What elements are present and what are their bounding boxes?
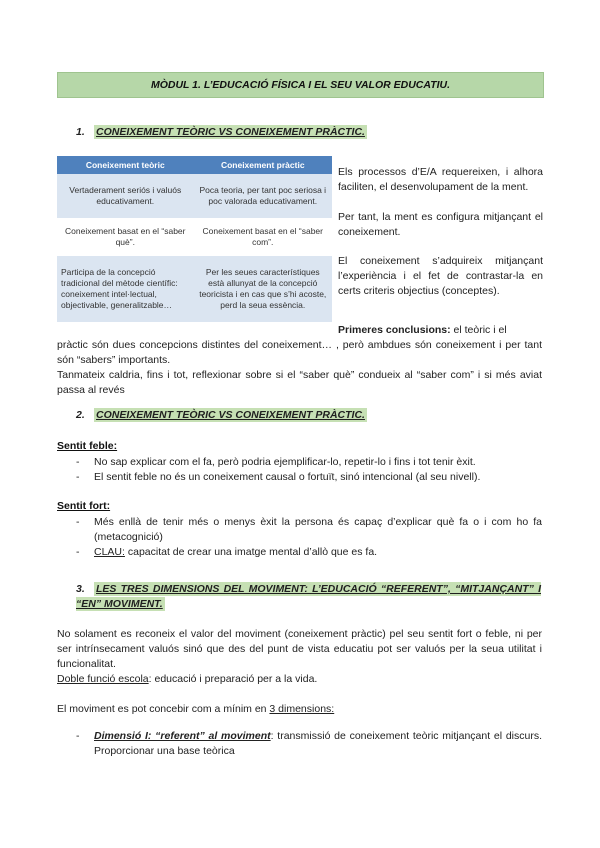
table-cell: Coneixement basat en el “saber què”. bbox=[57, 218, 194, 256]
conclusions-line: Primeres conclusions: el teòric i el bbox=[338, 324, 507, 336]
comparison-table bbox=[57, 156, 332, 322]
reflection-paragraph: Tanmateix caldria, fins i tot, reflexionar sobre si el “saber què” condueix al “saber com” i si més aviat passa al revés bbox=[57, 369, 542, 396]
key-label: CLAU: bbox=[94, 546, 125, 558]
section-3-heading: 3. LES TRES DIMENSIONS DEL MOVIMENT: L’EDUCACIÓ “REFERENT”, “MITJANÇANT” I “EN” MOVIMENT. bbox=[76, 583, 541, 610]
table-cell: Per les seues característiques està allunyat de la concepció teoricista i en cas que s’hi acoste, perd la seua essència. bbox=[194, 256, 332, 322]
table-header-row bbox=[57, 156, 332, 174]
conclusions-label: Primeres conclusions: bbox=[338, 324, 451, 336]
section-2-heading: 2. CONEIXEMENT TEÒRIC VS CONEIXEMENT PRÀCTIC. bbox=[76, 409, 365, 421]
dimension-1-label: Dimensió I: “referent” al moviment bbox=[94, 730, 271, 742]
section-1-heading: 1. CONEIXEMENT TEÒRIC VS CONEIXEMENT PRÀCTIC. bbox=[76, 126, 365, 138]
table-row bbox=[57, 256, 332, 322]
weak-sense-label: Sentit feble: bbox=[57, 440, 118, 452]
table-row bbox=[57, 174, 332, 218]
list-item: - No sap explicar com el fa, però podria ejemplificar-lo, repetir-lo i fins i tot tenir èxit. bbox=[76, 456, 476, 468]
strong-sense-label: Sentit fort: bbox=[57, 500, 111, 512]
side-paragraph: El coneixement s’adquireix mitjançant l’experiència i el fet de contrastar-la en certs criteris objectius (conceptes). bbox=[338, 255, 543, 297]
conclusions-paragraph: pràctic són dues concepcions distintes del coneixement… , però ambdues són coneixement i per tant són “sabers” importants. bbox=[57, 339, 542, 366]
table-cell: Poca teoria, per tant poc seriosa i poc valorada educativament. bbox=[194, 174, 332, 218]
movement-value-paragraph: No solament es reconeix el valor del moviment (coneixement pràctic) pel seu sentit fort o feble, ni per ser intrínsecament valuós sinó que des del punt de vista educatiu pot ser valuós per la seua utilitat i funcionalitat. bbox=[57, 628, 542, 670]
dimensions-line: El moviment es pot concebir com a mínim en 3 dimensions: bbox=[57, 703, 335, 715]
side-paragraph: Els processos d’E/A requereixen, i alhora faciliten, el desenvolupament de la ment. bbox=[338, 166, 543, 193]
table-cell: Vertaderament seriós i valuós educativament. bbox=[57, 174, 194, 218]
double-function-line: Doble funció escola: educació i preparació per a la vida. bbox=[57, 673, 318, 685]
list-item: - CLAU: capacitat de crear una imatge mental d’allò que es fa. bbox=[76, 546, 378, 558]
side-paragraph: Per tant, la ment es configura mitjançant el coneixement. bbox=[338, 211, 543, 238]
list-item: - Més enllà de tenir més o menys èxit la persona és capaç d’explicar què fa o i com ho fa (metacognició) bbox=[76, 516, 542, 543]
table-header: Coneixement teòric bbox=[57, 156, 194, 174]
table-cell: Participa de la concepció tradicional del mètode científic: coneixement intel·lectual, objectivable, generalitzable… bbox=[57, 256, 194, 322]
table-header: Coneixement pràctic bbox=[194, 156, 332, 174]
table-cell: Coneixement basat en el “saber com”. bbox=[194, 218, 332, 256]
list-item: - Dimensió I: “referent” al moviment: transmissió de coneixement teòric mitjançant el discurs. Proporcionar una base teòrica bbox=[76, 730, 543, 757]
module-title: MÒDUL 1. L’EDUCACIÓ FÍSICA I EL SEU VALOR EDUCATIU. bbox=[57, 72, 544, 98]
table-row bbox=[57, 218, 332, 256]
list-item: - El sentit feble no és un coneixement causal o fortuït, sinó intencional (al seu nivell). bbox=[76, 471, 481, 483]
